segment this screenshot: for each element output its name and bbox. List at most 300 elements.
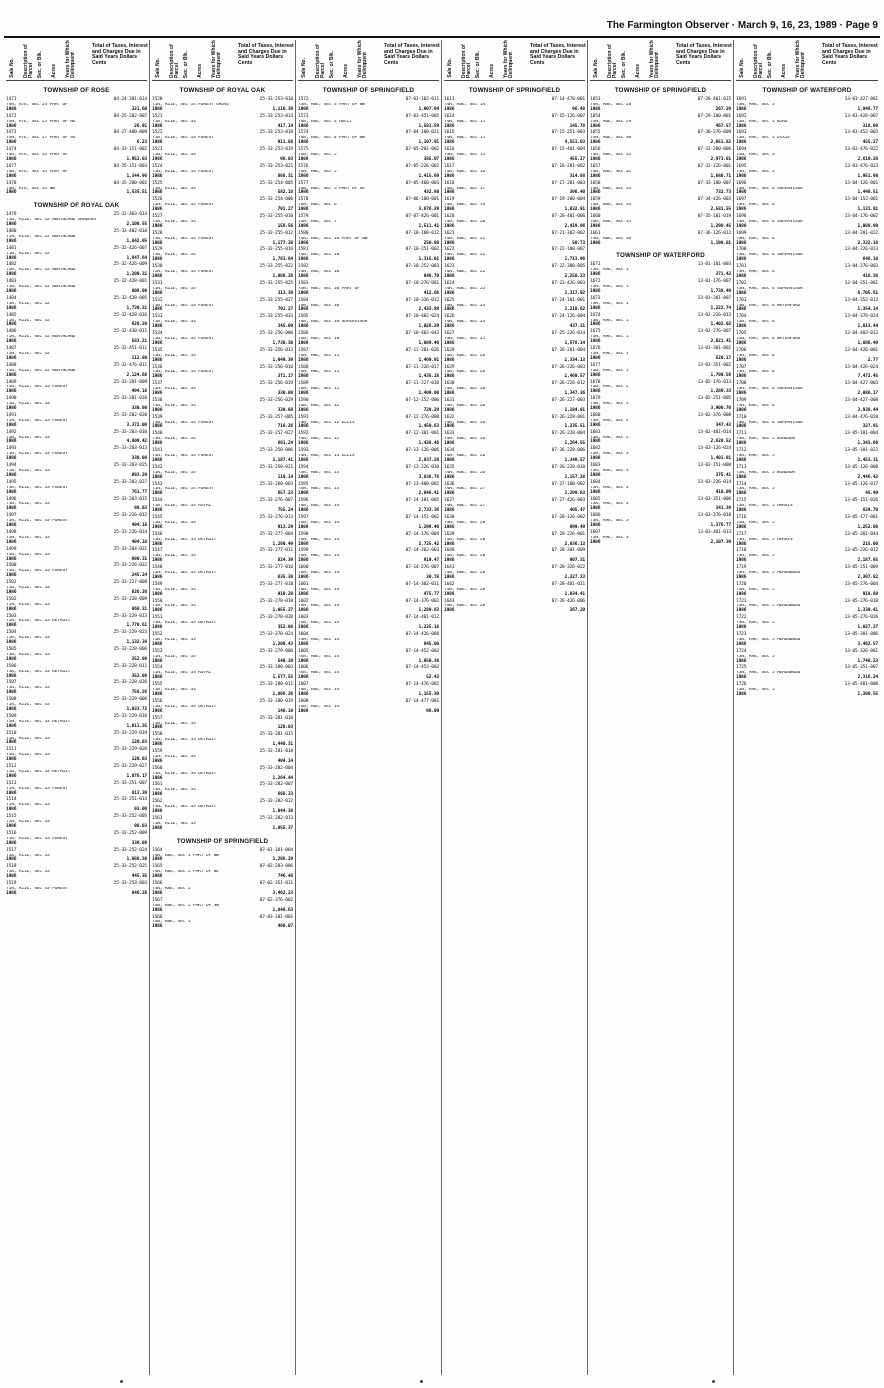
amount-due: 1,264.55 xyxy=(564,441,585,447)
entry-footer xyxy=(736,191,878,196)
entry-footer xyxy=(152,141,293,146)
parcel-number: 25-33-253-018 xyxy=(259,130,293,136)
delinquent-year: 1986 xyxy=(298,658,309,664)
amount-due: 1,088.90 xyxy=(857,223,878,229)
entry-footer xyxy=(590,524,731,529)
amount-due: 327.91 xyxy=(862,424,878,430)
parcel-number: 07-10-252-003 xyxy=(405,264,439,270)
parcel-number: 25-32-402-018 xyxy=(113,229,147,235)
delinquent-year: 1986 xyxy=(590,439,601,445)
parcel-number: 13-01-276-007 xyxy=(697,329,731,335)
entry-footer xyxy=(444,392,585,397)
parcel-number: 07-28-401-015 xyxy=(697,97,731,102)
entry-footer xyxy=(444,559,585,564)
sale-number: 1535 xyxy=(152,347,163,353)
parcel-description: T1N, R11E, SEC 33 xyxy=(6,535,50,540)
section-title: TOWNSHIP OF SPRINGFIELD xyxy=(322,87,415,94)
list-item xyxy=(444,549,585,564)
parcel-number: 13-04-226-013 xyxy=(844,247,878,253)
parcel-description: T3N, R9E, SEC 5 xyxy=(736,621,775,626)
column-header-sale-no: Sale No. xyxy=(593,58,599,78)
list-item xyxy=(736,366,878,381)
delinquent-year: 1986 xyxy=(298,608,309,614)
amount-due: 347.43 xyxy=(715,422,731,428)
column-header-sale-no: Sale No. xyxy=(155,58,161,78)
parcel-description: T1N, R11E, SEC 33 xyxy=(152,604,196,609)
parcel-number: 25-32-426-009 xyxy=(113,262,147,268)
sale-number: 1501 xyxy=(6,580,17,586)
parcel-description: T1N, R11E, SEC 33 xyxy=(6,502,50,507)
entry-footer xyxy=(298,191,439,196)
amount-due: 1,187.41 xyxy=(272,457,293,463)
delinquent-year: 1986 xyxy=(736,240,747,246)
delinquent-year: 1986 xyxy=(6,272,17,278)
list-item xyxy=(152,248,293,263)
entry-footer xyxy=(298,576,439,581)
parcel-description: T1N, R11E, SEC 33 xyxy=(6,703,50,708)
sale-number: 1699 xyxy=(736,230,747,236)
parcel-description: T1N, R11E, SEC 32 xyxy=(6,301,50,306)
entry-footer xyxy=(6,808,147,813)
parcel-number: 07-14-101-005 xyxy=(405,498,439,504)
sale-number: 1608 xyxy=(298,698,309,704)
entry-footer xyxy=(736,609,878,614)
delinquent-year: 1986 xyxy=(444,608,455,614)
parcel-number: 13-03-476-022 xyxy=(844,147,878,153)
parcel-number: 07-26-228-006 xyxy=(551,448,585,454)
amount-due: 1,376.77 xyxy=(710,523,731,529)
sale-number: 1486 xyxy=(6,329,17,335)
parcel-description: T1N, R11E, SEC 33 xyxy=(152,470,196,475)
list-item xyxy=(6,381,147,396)
delinquent-year: 1986 xyxy=(298,374,309,380)
sale-number: 1544 xyxy=(152,498,163,504)
parcel-description: T4N, R8E, SEC 14 xyxy=(298,688,340,693)
list-item xyxy=(444,366,585,381)
amount-due: 2,733.36 xyxy=(418,508,439,514)
list-item xyxy=(590,98,731,113)
parcel-description: T1N, R11E, SEC 33 DETROIT xyxy=(152,621,217,626)
sale-number: 1659 xyxy=(590,197,601,203)
parcel-description: T1N, R11E, SEC 33 xyxy=(152,387,196,392)
parcel-description: T4N, R8E, SEC 14 xyxy=(298,604,340,609)
parcel-number: 07-28-326-022 xyxy=(551,565,585,571)
delinquent-year: 1986 xyxy=(736,474,747,480)
section-title: TOWNSHIP OF ROYAL OAK xyxy=(33,202,120,210)
list-item xyxy=(444,432,585,447)
entry-footer xyxy=(152,375,293,380)
sale-number: 1529 xyxy=(152,247,163,253)
parcel-description: T4N, R8E, SEC 14 xyxy=(298,554,340,559)
parcel-description: T1N, R11E, SEC 33 ROYAL xyxy=(152,671,212,676)
amount-due: 98.03 xyxy=(134,506,147,512)
sale-number: 1603 xyxy=(298,615,309,621)
entry-footer xyxy=(298,158,439,163)
parcel-description: T4N, R8E, SEC 10 xyxy=(298,270,340,275)
entry-footer xyxy=(590,225,731,230)
amount-due: 1,469.91 xyxy=(418,357,439,363)
sale-number: 1497 xyxy=(6,513,17,519)
sale-number: 1724 xyxy=(736,648,747,654)
entry-footer xyxy=(152,409,293,414)
delinquent-year: 1986 xyxy=(444,173,455,179)
amount-due: 520.17 xyxy=(715,355,731,361)
amount-due: 1,344.96 xyxy=(126,173,147,179)
parcel-number: 07-27-426-003 xyxy=(551,498,585,504)
delinquent-year: 1986 xyxy=(590,207,601,213)
amount-due: 6,705.61 xyxy=(857,290,878,296)
amount-due: 96.09 xyxy=(426,708,439,714)
delinquent-year: 1986 xyxy=(736,641,747,647)
list-item xyxy=(736,432,878,447)
delinquent-year: 1986 xyxy=(152,441,163,447)
sale-number: 1573 xyxy=(298,113,309,119)
sale-number: 1641 xyxy=(444,565,455,571)
parcel-description: T1N, R11E, SEC 33 xyxy=(6,435,50,440)
delinquent-year: 1986 xyxy=(152,424,163,430)
list-item xyxy=(736,182,878,197)
delinquent-year: 1986 xyxy=(6,807,17,813)
list-item xyxy=(6,531,147,546)
sale-number: 1635 xyxy=(444,464,455,470)
parcel-number: 13-05-326-001 xyxy=(844,648,878,654)
parcel-number: 13-03-452-003 xyxy=(844,130,878,136)
entry-footer xyxy=(736,643,878,648)
list-item xyxy=(298,349,439,364)
sale-number: 1625 xyxy=(444,297,455,303)
amount-due: 371.42 xyxy=(715,272,731,278)
parcel-description: T4N, R8E, SEC 14 xyxy=(298,537,340,542)
amount-due: 1,222.74 xyxy=(710,305,731,311)
delinquent-year: 1986 xyxy=(298,625,309,631)
parcel-description: T4N, R8E, SEC 27 xyxy=(444,487,486,492)
amount-due: 2,419.96 xyxy=(564,223,585,229)
parcel-number: 07-14-151-002 xyxy=(405,514,439,520)
amount-due: 120.03 xyxy=(131,757,147,763)
amount-due: 893.29 xyxy=(131,472,147,478)
parcel-number: 07-07-426-001 xyxy=(405,214,439,220)
parcel-number: 07-14-376-002 xyxy=(405,598,439,604)
list-item xyxy=(444,315,585,330)
sale-number: 1658 xyxy=(590,180,601,186)
parcel-description: T3N, R9E, SEC 5 xyxy=(736,487,775,492)
delinquent-year: 1986 xyxy=(444,558,455,564)
parcel-number: 25-33-252-005 xyxy=(113,814,147,820)
list-item xyxy=(736,616,878,631)
parcel-number: 07-20-401-006 xyxy=(551,214,585,220)
delinquent-year: 1986 xyxy=(736,274,747,279)
entry-footer xyxy=(6,541,147,546)
parcel-description: T3N, R9E, SEC 1 xyxy=(590,335,629,340)
column-header-description: Description of Parcel xyxy=(169,44,180,78)
column-header-sec-blk: Sec. or Blk. xyxy=(329,50,335,78)
parcel-number: 07-31-200-006 xyxy=(697,147,731,153)
sale-number: 1481 xyxy=(6,245,17,251)
sale-number: 1598 xyxy=(298,531,309,537)
entry-footer xyxy=(298,626,439,631)
delinquent-year: 1986 xyxy=(298,457,309,463)
parcel-number: 07-32-126-001 xyxy=(697,163,731,169)
parcel-description: T1N, R11E, SEC 33 FOREST GROVE xyxy=(152,102,229,107)
parcel-description: T4N, R8E, SEC 7 xyxy=(298,219,337,224)
amount-due: 352.08 xyxy=(131,656,147,662)
amount-due: 2,433.89 xyxy=(418,307,439,313)
delinquent-year: 1986 xyxy=(6,190,17,196)
delinquent-year: 1986 xyxy=(590,106,601,112)
sale-number: 1700 xyxy=(736,247,747,253)
sale-number: 1587 xyxy=(298,347,309,353)
sale-number: 1691 xyxy=(736,97,747,102)
amount-due: 1,577.55 xyxy=(272,675,293,681)
parcel-number: 13-05-101-022 xyxy=(844,448,878,454)
column-header-years: Years for Which Delinquent xyxy=(795,40,806,78)
parcel-number: 07-23-426-003 xyxy=(551,280,585,286)
parcel-description: T3N, R9E, SEC 1 xyxy=(590,268,629,273)
amount-due: 2,046.41 xyxy=(418,491,439,497)
column-header-years: Years for Which Delinquent xyxy=(211,40,222,78)
amount-due: 52.43 xyxy=(426,675,439,681)
parcel-number: 07-02-203-006 xyxy=(259,864,293,870)
entry-footer xyxy=(152,158,293,163)
amount-due: 1,088.38 xyxy=(126,857,147,863)
entry-footer xyxy=(444,459,585,464)
entry-footer xyxy=(6,524,147,529)
amount-due: 494.18 xyxy=(131,539,147,545)
entry-footer xyxy=(6,474,147,479)
list-item xyxy=(736,600,878,615)
sale-number: 1637 xyxy=(444,498,455,504)
delinquent-year: 1986 xyxy=(6,640,17,646)
amount-due: 1,076.17 xyxy=(126,773,147,779)
sale-number: 1577 xyxy=(298,180,309,186)
parcel-description: T1N, R11E, SEC 33 xyxy=(6,469,50,473)
entry-footer xyxy=(6,407,147,412)
parcel-description: T3N, R9E, SEC 3 xyxy=(590,452,629,457)
parcel-number: 25-33-277-011 xyxy=(259,548,293,554)
amount-due: 245.24 xyxy=(131,573,147,579)
delinquent-year: 1986 xyxy=(152,907,163,913)
list-item xyxy=(152,332,293,347)
parcel-number: 07-14-478-001 xyxy=(551,97,585,102)
list-item xyxy=(298,499,439,514)
delinquent-year: 1986 xyxy=(298,541,309,547)
delinquent-year: 1986 xyxy=(152,890,163,896)
amount-due: 1,738.49 xyxy=(710,289,731,294)
amount-due: 93.00 xyxy=(134,807,147,813)
list-item xyxy=(444,466,585,481)
list-item xyxy=(152,98,293,113)
list-item xyxy=(444,165,585,180)
list-item xyxy=(152,265,293,280)
parcel-number: 25-33-228-026 xyxy=(113,680,147,686)
amount-due: 3,938.44 xyxy=(857,407,878,413)
entry-footer xyxy=(298,425,439,430)
parcel-description: T1N, R11E, SEC 33 DETROIT xyxy=(152,704,217,709)
masthead xyxy=(0,18,884,38)
parcel-number: 13-04-201-022 xyxy=(844,230,878,236)
sale-number: 1722 xyxy=(736,615,747,621)
amount-due: 2,124.68 xyxy=(126,372,147,378)
parcel-description: T4N, R7E, SEC 25 PART OF NE xyxy=(6,119,76,124)
list-item xyxy=(152,399,293,414)
list-item xyxy=(298,382,439,397)
parcel-description: T4N, R8E, SEC 26 xyxy=(444,353,486,358)
sale-number: 1513 xyxy=(6,780,17,786)
parcel-number: 07-12-152-006 xyxy=(405,397,439,403)
amount-due: 911.88 xyxy=(277,140,293,146)
amount-due: 1,339.41 xyxy=(857,608,878,614)
delinquent-year: 1986 xyxy=(6,723,17,729)
parcel-number: 25-33-252-024 xyxy=(113,847,147,853)
list-item xyxy=(152,299,293,314)
amount-due: 330.08 xyxy=(277,407,293,413)
parcel-number: 25-32-428-001 xyxy=(113,279,147,285)
entry-footer xyxy=(6,390,147,395)
entry-footer xyxy=(6,440,147,445)
entry-footer xyxy=(6,273,147,278)
sale-number: 1693 xyxy=(736,130,747,136)
list-item xyxy=(152,449,293,464)
sale-number: 1548 xyxy=(152,565,163,571)
parcel-number: 13-04-152-001 xyxy=(844,197,878,203)
parcel-number: 25-33-251-007 xyxy=(113,780,147,786)
sale-number: 1495 xyxy=(6,479,17,485)
entry-footer xyxy=(444,125,585,130)
sale-number: 1715 xyxy=(736,498,747,504)
entry-footer xyxy=(736,593,878,598)
list-item xyxy=(152,215,293,230)
amount-due: 1,055.37 xyxy=(272,825,293,831)
parcel-number: 25-33-255-027 xyxy=(259,297,293,303)
entry-footer xyxy=(6,641,147,646)
delinquent-year: 1986 xyxy=(590,422,601,428)
amount-due: 2,316.24 xyxy=(857,675,878,681)
amount-due: 1,578.14 xyxy=(564,340,585,346)
sale-number: 1684 xyxy=(590,479,601,485)
entry-footer xyxy=(152,909,293,914)
delinquent-year: 1986 xyxy=(298,173,309,179)
sale-number: 1606 xyxy=(298,665,309,671)
list-item xyxy=(6,631,147,646)
sale-number: 1551 xyxy=(152,615,163,621)
parcel-description: T4N, R7E, SEC 27 PART OF SE xyxy=(6,136,76,141)
parcel-number: 13-03-401-013 xyxy=(697,529,731,535)
parcel-description: T4N, R8E, SEC 10 PART OF NW xyxy=(298,236,368,241)
amount-due: 646.10 xyxy=(862,257,878,263)
list-item xyxy=(444,265,585,280)
parcel-number: 25-33-253-003 xyxy=(113,881,147,887)
entry-footer xyxy=(298,409,439,414)
parcel-number: 13-02-401-014 xyxy=(697,429,731,435)
amount-due: 1,948.77 xyxy=(857,106,878,112)
amount-due: 1,055.37 xyxy=(272,608,293,614)
entry-footer xyxy=(6,191,147,196)
parcel-number: 07-05-226-002 xyxy=(405,163,439,169)
entry-footer xyxy=(6,108,147,113)
amount-due: 412.66 xyxy=(423,290,439,296)
amount-due: 1,713.96 xyxy=(564,257,585,263)
parcel-number: 25-32-428-005 xyxy=(113,295,147,301)
sale-number: 1601 xyxy=(298,581,309,587)
parcel-number: 25-33-276-007 xyxy=(259,498,293,504)
entry-footer xyxy=(444,342,585,347)
parcel-description: T3N, R9E, SEC 5 xyxy=(736,688,775,693)
list-item xyxy=(444,600,585,615)
parcel-description: T3N, R9E, SEC 4 xyxy=(736,403,775,408)
delinquent-year: 1986 xyxy=(590,305,601,311)
amount-due: 120.03 xyxy=(277,725,293,731)
parcel-description: T3N, R9E, SEC 3 BIRD xyxy=(736,119,788,124)
entry-footer xyxy=(152,925,293,930)
list-item xyxy=(152,865,293,880)
list-item xyxy=(6,131,147,146)
sale-number: 1701 xyxy=(736,264,747,270)
amount-due: 635.30 xyxy=(277,574,293,580)
amount-due: 1,680.71 xyxy=(710,173,731,179)
parcel-description: T1N, R11E, SEC 32 xyxy=(6,251,50,256)
list-item xyxy=(298,148,439,163)
entry-footer xyxy=(736,693,878,698)
parcel-description: T3N, R9E, SEC 2 xyxy=(590,435,629,440)
parcel-number: 07-15-401-004 xyxy=(551,147,585,153)
parcel-description: T1N, R11E, SEC 33 xyxy=(6,636,50,641)
parcel-number: 07-04-100-021 xyxy=(405,130,439,136)
parcel-description: T4N, R8E, SEC 35 xyxy=(590,219,632,224)
entry-footer xyxy=(6,125,147,130)
parcel-description: T1N, R11E, SEC 33 DETROIT xyxy=(6,619,71,624)
sale-number: 1588 xyxy=(298,364,309,370)
list-item xyxy=(6,165,147,180)
sale-number: 1496 xyxy=(6,496,17,502)
parcel-number: 13-05-276-004 xyxy=(844,581,878,587)
list-item xyxy=(6,347,147,362)
sale-number: 1504 xyxy=(6,630,17,636)
list-item xyxy=(152,899,293,914)
sale-number: 1523 xyxy=(152,147,163,153)
delinquent-year: 1986 xyxy=(736,307,747,313)
amount-due: 907.31 xyxy=(569,558,585,564)
list-item xyxy=(590,165,731,180)
delinquent-year: 1986 xyxy=(152,809,163,814)
sale-number: 1521 xyxy=(152,113,163,119)
parcel-number: 07-14-202-003 xyxy=(405,548,439,554)
parcel-description: T1N, R11E, SEC 32 xyxy=(6,318,50,323)
amount-due: 746.48 xyxy=(277,874,293,880)
sale-number: 1543 xyxy=(152,481,163,487)
entry-footer xyxy=(6,725,147,730)
amount-due: 1,050.38 xyxy=(418,658,439,664)
entry-footer xyxy=(590,125,731,130)
entry-footer xyxy=(6,357,147,362)
list-item xyxy=(6,564,147,579)
sale-number: 1590 xyxy=(298,397,309,403)
parcel-description: T1N, R11E, SEC 33 FOREST xyxy=(152,454,214,458)
parcel-description: T3N, R9E, SEC 3 xyxy=(736,153,775,158)
entry-footer xyxy=(152,175,293,180)
sale-number: 1528 xyxy=(152,230,163,236)
delinquent-year: 1986 xyxy=(590,506,601,512)
sale-number: 1524 xyxy=(152,163,163,169)
parcel-description: T3N, R9E, SEC 5 HARRIS xyxy=(736,537,793,542)
delinquent-year: 1986 xyxy=(590,123,601,129)
delinquent-year: 1986 xyxy=(736,457,747,463)
amount-due: 345.09 xyxy=(277,324,293,330)
list-item xyxy=(590,297,731,312)
parcel-number: 25-32-451-011 xyxy=(113,346,147,352)
parcel-description: T1N, R11E, SEC 33 xyxy=(152,821,196,826)
sale-number: 1538 xyxy=(152,397,163,403)
delinquent-year: 1986 xyxy=(298,307,309,313)
